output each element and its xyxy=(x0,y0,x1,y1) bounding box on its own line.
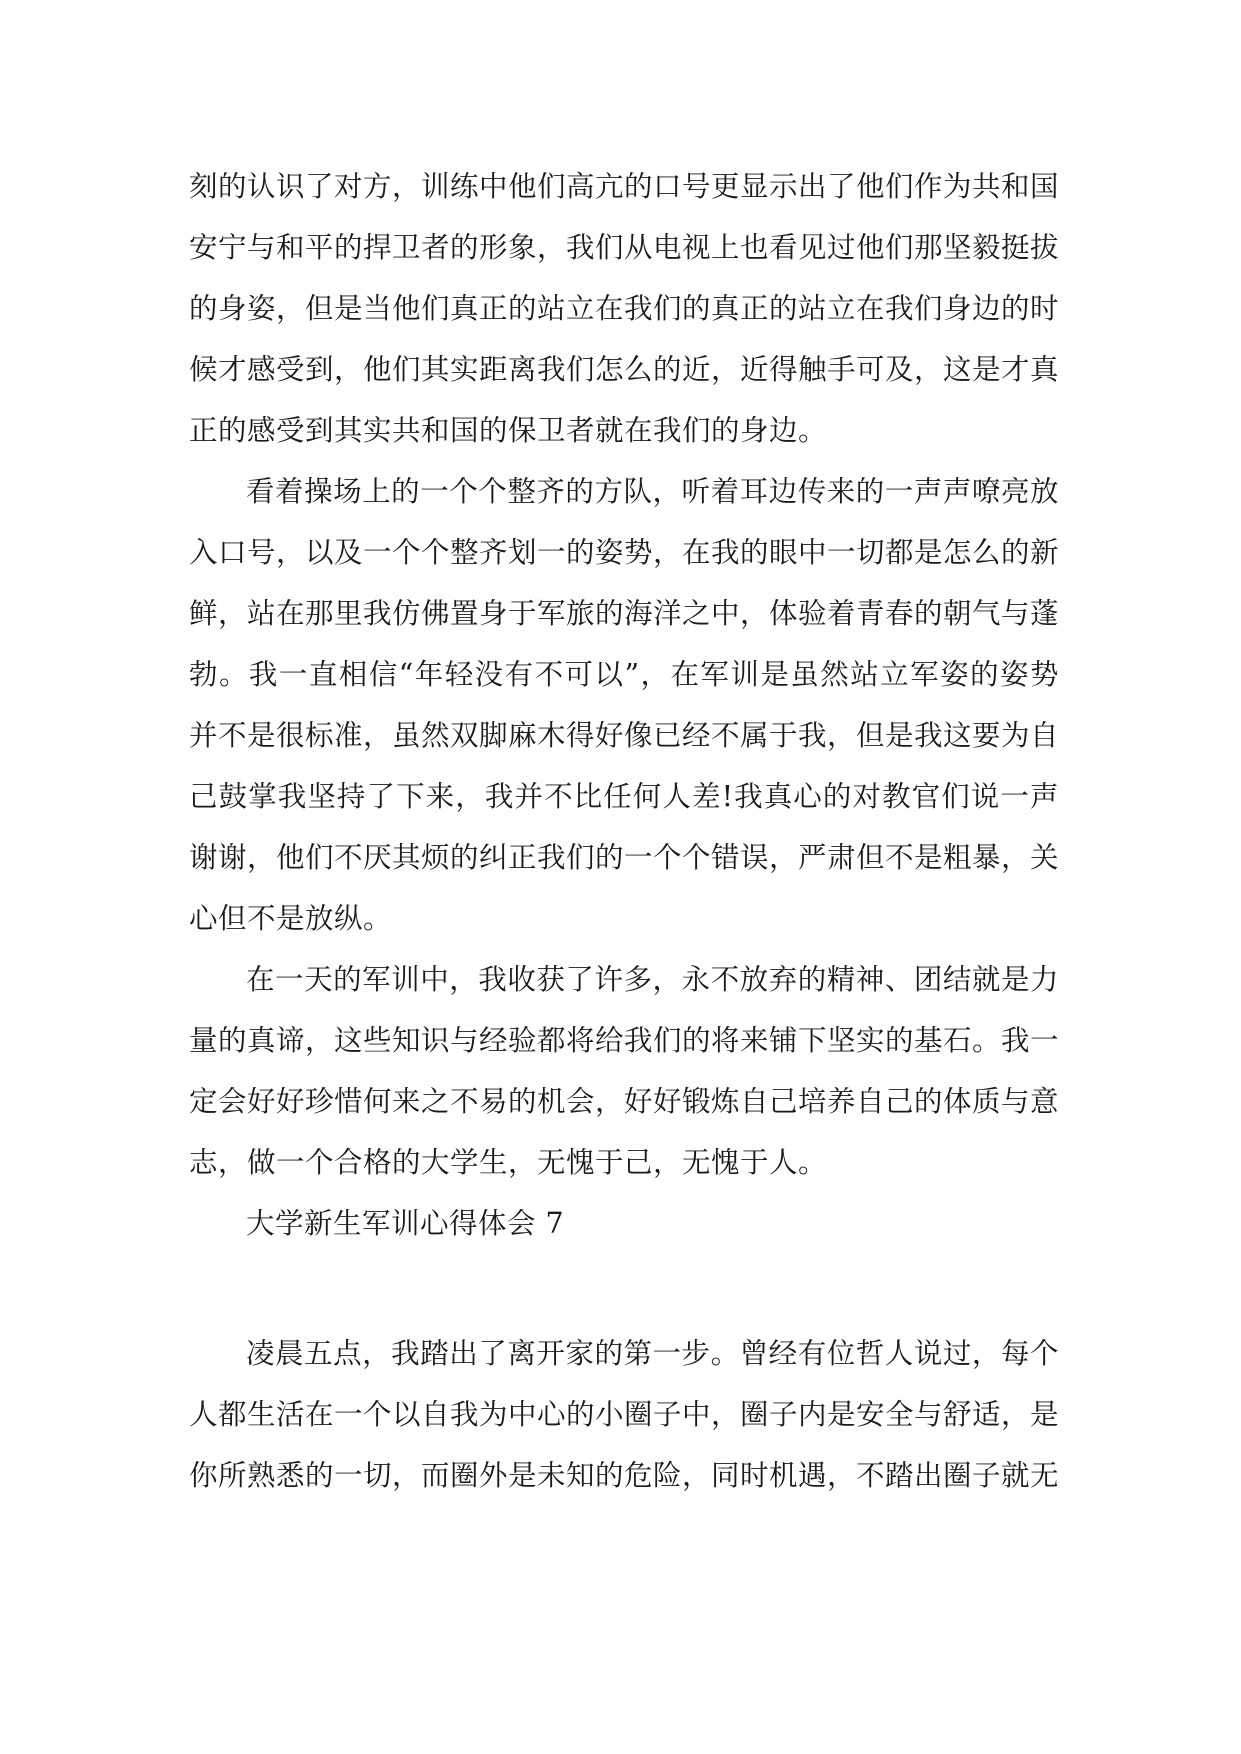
section-spacer xyxy=(189,1254,1059,1323)
paragraph-dawn: 凌晨五点，我踏出了离开家的第一步。曾经有位哲人说过，每个人都生活在一个以自我为中心的小圈子中，圈子内是安全与舒适，是你所熟悉的一切，而圈外是未知的危险，同时机遇，不踏出圈子就无 xyxy=(189,1337,1060,1492)
paragraph-drill-field: 看着操场上的一个个整齐的方队，听着耳边传来的一声声嘹亮放入口号，以及一个个整齐划一的姿势，在我的眼中一切都是怎么的新鲜，站在那里我仿佛置身于军旅的海洋之中，体验着青春的朝气与蓬勃。我一直相信“年轻没有不可以”，在军训是虽然站立军姿的姿势并不是很标准，虽然双脚麻木得好像已经不属于我，但是我这要为自己鼓掌我坚持了下来，我并不比任何人差!我真心的对教官们说一声谢谢，他们不厌其烦的纠正我们的一个个错误，严肃但不是粗暴，关心但不是放纵。 xyxy=(189,475,1060,935)
document-body xyxy=(189,156,1059,1506)
section-heading: 大学新生军训心得体会 7 xyxy=(246,1207,565,1240)
paragraph-harvest: 在一天的军训中，我收获了许多，永不放弃的精神、团结就是力量的真谛，这些知识与经验都将给我们的将来铺下坚实的基石。我一定会好好珍惜何来之不易的机会，好好锻炼自己培养自己的体质与意志，做一个合格的大学生，无愧于己，无愧于人。 xyxy=(189,963,1060,1179)
paragraph-continuation: 刻的认识了对方，训练中他们高亢的口号更显示出了他们作为共和国安宁与和平的捍卫者的形象，我们从电视上也看见过他们那坚毅挺拔的身姿，但是当他们真正的站立在我们的真正的站立在我们身边的时候才感受到，他们其实距离我们怎么的近，近得触手可及，这是才真正的感受到其实共和国的保卫者就在我们的身边。 xyxy=(189,170,1060,447)
